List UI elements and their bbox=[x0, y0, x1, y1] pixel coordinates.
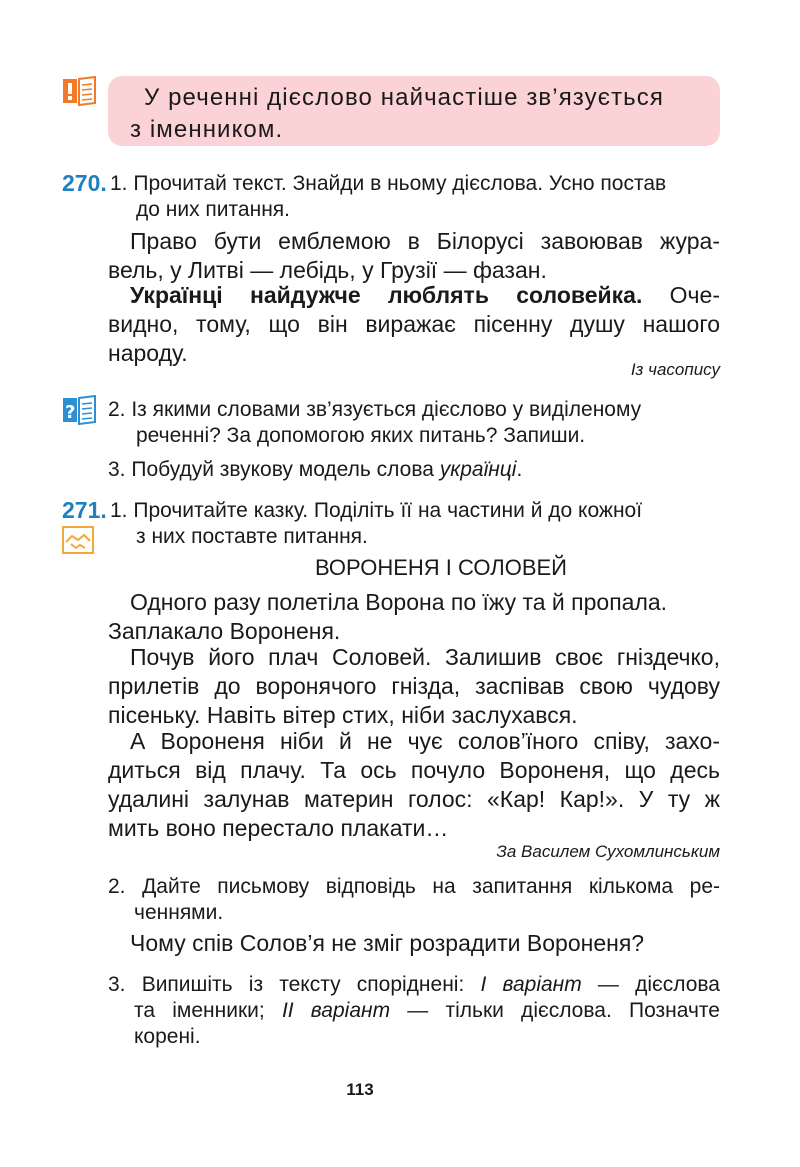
ex271-task3-line1 bbox=[108, 972, 720, 998]
ex270-task2-line2: реченні? За допомогою яких питань? Запиши. bbox=[136, 424, 586, 447]
ex271-task2 bbox=[108, 874, 720, 926]
ex271-task3-l1-suffix: — дієслова bbox=[581, 973, 720, 996]
ex270-p2-line3: народу. bbox=[108, 340, 188, 366]
ex271-p3-line1: А Вороненя ніби й не чує солов’їного співу, захо- bbox=[130, 728, 720, 754]
exercise-271-number: 271. bbox=[62, 497, 107, 523]
ex271-p1-line2: Заплакало Вороненя. bbox=[108, 618, 341, 644]
ex270-task3-suffix: . bbox=[516, 458, 523, 481]
ex271-paragraph-3 bbox=[108, 727, 720, 843]
ex271-task3-line3: корені. bbox=[134, 1025, 201, 1048]
ex271-task2-line2: ченнями. bbox=[134, 901, 224, 924]
handshake-icon bbox=[62, 526, 94, 554]
ex270-p1-line2: вель, у Литві — лебідь, у Грузії — фазан. bbox=[108, 257, 547, 283]
ex270-p2-line2: видно, тому, що він виражає пісенну душу нашого bbox=[108, 311, 720, 337]
ex270-p2-rest: Оче- bbox=[642, 282, 720, 308]
ex270-task3 bbox=[108, 457, 720, 483]
ex270-task1 bbox=[110, 171, 722, 223]
ex271-task3 bbox=[108, 972, 720, 1050]
ex270-source: Із часопису bbox=[630, 360, 720, 379]
ex271-paragraph-2 bbox=[108, 643, 720, 730]
ex270-paragraph-2 bbox=[108, 281, 720, 368]
tale-title: ВОРОНЕНЯ І СОЛОВЕЙ bbox=[314, 555, 567, 580]
question-book-icon bbox=[62, 395, 96, 425]
ex270-p2-line1 bbox=[108, 281, 720, 310]
ex271-question: Чому спів Солов’я не зміг розрадити Вороненя? bbox=[130, 930, 645, 956]
ex271-task3-l2-suffix: — тільки дієслова. Позначте bbox=[390, 999, 720, 1022]
ex270-task3-prefix: 3. Побудуй звукову модель слова bbox=[108, 458, 440, 481]
exercise-270-number: 270. bbox=[62, 170, 107, 196]
ex271-p1-line1: Одного разу полетіла Ворона по їжу та й пропала. bbox=[130, 589, 668, 615]
highlighted-sentence: Українці найдужче люблять соловейка. bbox=[130, 282, 643, 308]
ex270-paragraph-1 bbox=[108, 227, 720, 285]
variant-1: І варіант bbox=[480, 973, 582, 996]
page-number: 113 bbox=[346, 1080, 374, 1099]
ex271-p2-line3: пісеньку. Навіть вітер стих, ніби заслухався. bbox=[108, 702, 578, 728]
ex271-p2-line1: Почув його плач Соловей. Залишив своє гніздечко, bbox=[130, 644, 720, 670]
rule-box bbox=[108, 76, 720, 146]
ex271-p3-line4: мить воно перестало плакати… bbox=[108, 815, 449, 841]
ex271-task3-line2 bbox=[108, 998, 720, 1024]
ex270-task3-word: українці bbox=[439, 458, 517, 481]
svg-text:?: ? bbox=[65, 402, 76, 423]
ex270-task2-line1: 2. Із якими словами зв’язується дієслово у виділеному bbox=[108, 398, 642, 421]
ex271-task2-line1: 2. Дайте письмову відповідь на запитання кількома ре- bbox=[108, 875, 720, 898]
rule-line-1: У реченні дієслово найчастіше зв’язується bbox=[144, 84, 664, 111]
ex271-source: За Василем Сухомлинським bbox=[496, 842, 720, 861]
ex271-task1 bbox=[110, 498, 722, 550]
ex271-p2-line2: прилетів до воронячого гнізда, заспівав свою чудову bbox=[108, 673, 720, 699]
ex271-task3-l2-prefix: та іменники; bbox=[134, 999, 282, 1022]
ex270-p1-line1: Право бути емблемою в Білорусі завоював жура- bbox=[130, 228, 720, 254]
ex271-task1-line2: з них поставте питання. bbox=[136, 525, 368, 548]
ex271-task3-l1-prefix: 3. Випишіть із тексту споріднені: bbox=[108, 973, 481, 996]
ex270-task1-line2: до них питання. bbox=[136, 198, 290, 221]
ex271-paragraph-1 bbox=[108, 588, 720, 646]
variant-2: ІІ варіант bbox=[281, 999, 391, 1022]
ex271-p3-line2: диться від плачу. Та ось почуло Вороненя, що десь bbox=[108, 757, 720, 783]
ex271-task1-line1: 1. Прочитайте казку. Поділіть її на частини й до кожної bbox=[110, 499, 643, 522]
rule-book-icon bbox=[62, 76, 96, 106]
ex270-task2 bbox=[108, 397, 720, 449]
ex271-p3-line3: удалині залунав материн голос: «Кар! Кар!». У ту ж bbox=[108, 786, 720, 812]
ex270-task1-line1: 1. Прочитай текст. Знайди в ньому дієслова. Усно постав bbox=[110, 172, 667, 195]
rule-line-2: з іменником. bbox=[130, 116, 284, 143]
